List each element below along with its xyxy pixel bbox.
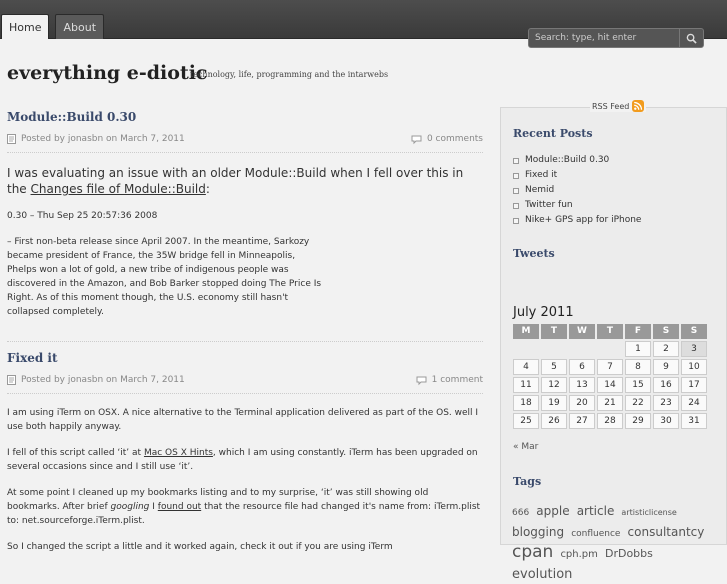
calendar-day: 30 (653, 413, 679, 429)
calendar-day: 9 (653, 359, 679, 375)
divider (7, 152, 483, 153)
calendar-day (541, 341, 567, 357)
recent-post-label: Nike+ GPS app for iPhone (525, 215, 642, 225)
site-title[interactable]: everything e-diotic (7, 62, 208, 84)
bullet-icon (513, 158, 519, 164)
calendar-header-row (513, 324, 707, 339)
calendar-day (513, 341, 539, 357)
document-icon (7, 134, 16, 144)
calendar-day: 23 (653, 395, 679, 411)
calendar-week (513, 359, 707, 375)
calendar-day: 13 (569, 377, 595, 393)
calendar-week (513, 395, 707, 411)
calendar-day-header: T (541, 324, 567, 339)
post-meta (7, 375, 483, 389)
paragraph-text: that the resource file had changed it's name from: iTerm.plist to: net.sourceforge.iTerm.plist. (7, 502, 481, 526)
search-icon (686, 33, 697, 44)
post-paragraph: So I changed the script a little and it worked again, check it out if you are using iTerm (7, 542, 393, 552)
post-title[interactable]: Fixed it (7, 351, 58, 365)
comments-link[interactable]: 0 comments (426, 134, 483, 144)
paragraph-text: I fell of this script called ‘it’ at (7, 448, 142, 458)
post-body: – First non-beta release since April 2007. In the meantime, Sarkozy became president of France, the 35W bridge fell in Minneapolis, Phelps won a lot of gold, a new tribe of indigenous people was discovered in the Amazon, and Bob Barker stopped doing The Price Is Right. As of this moment though, the U.S. economy still hasn't collapsed completely. (7, 237, 322, 317)
list-item[interactable] (513, 198, 713, 213)
post (7, 351, 483, 554)
bullet-icon (513, 218, 519, 224)
calendar-day: 20 (569, 395, 595, 411)
changes-file-link[interactable]: Changes file of Module::Build (30, 182, 206, 196)
lead-text: I was evaluating an issue with an older Module::Build when I fell over this in the (7, 166, 464, 196)
recent-post-label: Fixed it (525, 170, 558, 180)
tag-link[interactable]: 666 (512, 508, 530, 518)
post-byline: Posted by jonasbn on March 7, 2011 (21, 375, 185, 385)
tag-link[interactable]: apple (536, 504, 570, 518)
calendar-day: 4 (513, 359, 539, 375)
macosxhints-link[interactable]: Mac OS X Hints (143, 448, 213, 458)
rss-label: RSS Feed (592, 101, 630, 111)
search-box (528, 28, 704, 48)
tweets-title: Tweets (513, 247, 555, 260)
list-item[interactable] (513, 168, 713, 183)
post-meta (7, 134, 483, 148)
calendar-day (569, 341, 595, 357)
tag-link[interactable]: artisticlicense (621, 508, 677, 517)
calendar-day-header: S (681, 324, 707, 339)
list-item[interactable] (513, 213, 713, 228)
recent-posts-title: Recent Posts (513, 127, 593, 140)
list-item[interactable] (513, 183, 713, 198)
calendar-week (513, 413, 707, 429)
calendar-day: 6 (569, 359, 595, 375)
calendar-day: 24 (681, 395, 707, 411)
calendar-day-header: T (597, 324, 623, 339)
main-nav (1, 14, 104, 39)
post (7, 110, 483, 342)
divider (7, 393, 483, 394)
calendar-day: 22 (625, 395, 651, 411)
calendar-day: 21 (597, 395, 623, 411)
tags-title: Tags (513, 475, 542, 488)
comments-link[interactable]: 1 comment (431, 375, 483, 385)
calendar-day: 1 (625, 341, 651, 357)
rss-feed-link[interactable] (590, 100, 646, 112)
divider (7, 341, 483, 342)
tag-link[interactable]: DrDobbs (604, 547, 653, 560)
tag-link[interactable]: consultantcy (627, 525, 705, 539)
document-icon (7, 375, 16, 385)
calendar-day: 7 (597, 359, 623, 375)
calendar-day-header: W (569, 324, 595, 339)
comment-icon (411, 135, 422, 144)
tag-link[interactable]: blogging (512, 525, 565, 539)
list-item[interactable] (513, 153, 713, 168)
tag-link[interactable]: cph.pm (560, 549, 598, 560)
calendar-day: 18 (513, 395, 539, 411)
calendar-day: 27 (569, 413, 595, 429)
calendar-day: 25 (513, 413, 539, 429)
comment-icon (416, 376, 427, 385)
calendar-day: 8 (625, 359, 651, 375)
recent-posts-list (513, 153, 713, 228)
calendar-day-today: 3 (681, 341, 707, 357)
version-line: 0.30 – Thu Sep 25 20:57:36 2008 (7, 211, 158, 221)
lead-suffix: : (205, 182, 210, 196)
tag-link[interactable]: evolution (512, 567, 573, 582)
calendar-day: 5 (541, 359, 567, 375)
calendar-prev-link[interactable]: « Mar (513, 442, 539, 452)
calendar-day: 28 (597, 413, 623, 429)
bullet-icon (513, 203, 519, 209)
post-paragraph: I am using iTerm on OSX. A nice alternative to the Terminal application delivered as part of the OS. well I use both happily anyway. (7, 408, 479, 432)
paragraph-text: , which I am using constantly. iTerm has been upgraded on several occasions since and I still use ‘it’. (7, 448, 478, 472)
post-paragraph (7, 446, 483, 474)
post-title[interactable]: Module::Build 0.30 (7, 110, 137, 124)
found-out-link[interactable]: found out (157, 502, 202, 512)
calendar-day: 19 (541, 395, 567, 411)
tag-link[interactable]: article (576, 504, 615, 518)
calendar-day-header: M (513, 324, 539, 339)
calendar-day: 2 (653, 341, 679, 357)
calendar-day (597, 341, 623, 357)
tag-link[interactable]: confluence (571, 529, 621, 539)
calendar-day: 12 (541, 377, 567, 393)
search-input[interactable] (529, 29, 679, 47)
calendar-title: July 2011 (513, 305, 574, 320)
calendar-day-header: S (653, 324, 679, 339)
calendar-day-header: F (625, 324, 651, 339)
recent-post-label: Twitter fun (525, 200, 573, 210)
post-paragraph (7, 486, 483, 528)
calendar-week (513, 341, 707, 357)
post-byline: Posted by jonasbn on March 7, 2011 (21, 134, 185, 144)
calendar-day: 16 (653, 377, 679, 393)
nav-tab-about[interactable]: About (55, 14, 104, 39)
paragraph-text: At some point I cleaned up my bookmarks listing and to my surprise, ‘it’ was still showing old bookmarks. After brief (7, 488, 429, 512)
site-tagline: technology, life, programming and the intarwebs (190, 70, 389, 79)
calendar-day: 11 (513, 377, 539, 393)
bullet-icon (513, 173, 519, 179)
rss-icon (632, 100, 644, 112)
tag-cloud (512, 501, 712, 584)
bullet-icon (513, 188, 519, 194)
calendar-day: 10 (681, 359, 707, 375)
calendar-day: 26 (541, 413, 567, 429)
calendar-day: 17 (681, 377, 707, 393)
paragraph-text: I (152, 502, 155, 512)
post-lead (7, 165, 483, 197)
calendar (513, 324, 707, 431)
emphasis-text: googling (110, 502, 150, 512)
calendar-day: 14 (597, 377, 623, 393)
calendar-day: 29 (625, 413, 651, 429)
nav-tab-home[interactable]: Home (1, 14, 49, 39)
recent-post-label: Nemid (525, 185, 555, 195)
calendar-day: 15 (625, 377, 651, 393)
tag-link[interactable]: cpan (512, 542, 554, 562)
recent-post-label: Module::Build 0.30 (525, 155, 610, 165)
search-button[interactable] (679, 29, 703, 47)
calendar-week (513, 377, 707, 393)
calendar-day: 31 (681, 413, 707, 429)
